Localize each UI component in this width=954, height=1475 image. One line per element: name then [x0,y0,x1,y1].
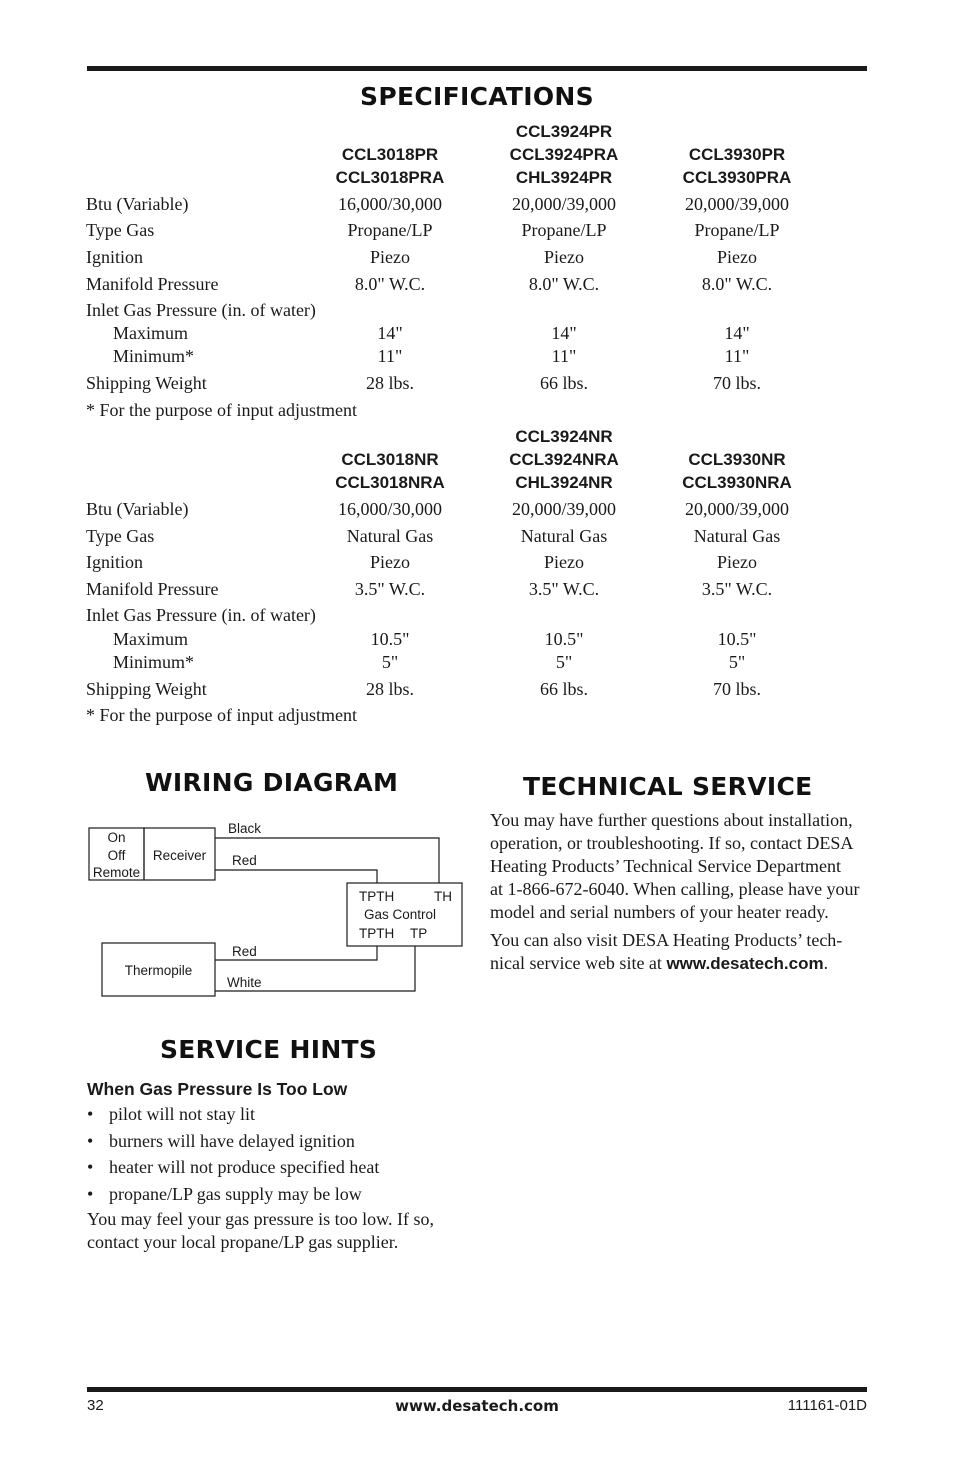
technical-service-text [490,809,870,980]
text-line: contact your local propane/LP gas supplier. [87,1232,399,1252]
spec-value: 70 lbs. [712,373,761,393]
thermopile-label: Thermopile [124,963,193,978]
spec-value: 14" [551,323,577,343]
wiring-diagram-title: WIRING DIAGRAM [145,768,399,797]
list-item [87,1128,477,1155]
list-item [87,1154,477,1181]
spec-value: 8.0" W.C. [354,274,426,294]
model-number: CCL3924PR [515,122,613,141]
spec-value: 10.5" [717,629,757,649]
model-number: CCL3930NRA [682,473,792,492]
spec-value: 16,000/30,000 [337,499,442,519]
spec-value: 70 lbs. [712,679,761,699]
spec-value: Natural Gas [693,526,781,546]
row-label: Minimum* [113,346,195,366]
spec-value: 10.5" [544,629,584,649]
list-item [87,1101,477,1128]
spec-value: 5" [728,652,746,672]
model-number: CHL3924NR [515,473,613,492]
row-label: Inlet Gas Pressure (in. of water) [86,605,316,625]
spec-value: 8.0" W.C. [701,274,773,294]
specifications-title: SPECIFICATIONS [360,82,594,111]
row-label: Ignition [86,552,143,572]
bullet: • [87,1157,94,1177]
model-number: CCL3930NR [688,450,786,469]
spec-value: Piezo [544,552,584,572]
text-fragment: nical service web site at [490,953,667,973]
text-line: Heating Products’ Technical Service Department [490,856,841,876]
row-label: Minimum* [113,652,195,672]
spec-value: 66 lbs. [539,679,588,699]
red-wire-receiver [215,870,377,883]
text-line [490,952,870,975]
row-label: Maximum [113,323,188,343]
spec-value: 14" [724,323,750,343]
page-number: 32 [87,1397,104,1414]
row-label: Inlet Gas Pressure (in. of water) [86,300,316,320]
spec-value: Propane/LP [694,220,780,240]
white-wire-label: White [227,975,262,990]
spec-value: 5" [555,652,573,672]
spec-value: Natural Gas [346,526,434,546]
row-label: Btu (Variable) [86,194,189,214]
spec-value: Piezo [717,552,757,572]
bullet: • [87,1183,94,1204]
spec-value: Piezo [370,552,410,572]
desatech-website-link[interactable]: www.desatech.com [666,954,824,973]
tp-terminal-label: TP [410,926,428,941]
black-wire-label: Black [228,821,262,836]
row-label: Btu (Variable) [86,499,189,519]
spec-value: 20,000/39,000 [511,194,616,214]
red-wire-label: Red [232,853,257,868]
spec-value: Piezo [717,247,757,267]
spec-value: 28 lbs. [365,679,414,699]
model-number: CCL3924NR [515,427,613,446]
spec-value: Propane/LP [521,220,607,240]
row-label: Maximum [113,629,188,649]
footnote-text: * For the purpose of input adjustment [86,400,357,420]
document-number: 111161-01D [787,1397,867,1414]
gas-control-label: Gas Control [364,907,437,922]
spec-value: Propane/LP [347,220,433,240]
th-terminal-label: TH [434,889,452,904]
spec-value: 20,000/39,000 [684,499,789,519]
row-label: Type Gas [86,220,155,240]
text-line: model and serial numbers of your heater ready. [490,902,829,922]
service-hints-closing [87,1208,477,1254]
model-number: CCL3924PRA [509,145,619,164]
bullet: • [87,1130,94,1151]
website-paragraph [490,929,870,975]
list-item-text: pilot will not stay lit [109,1104,256,1124]
spec-value: 14" [377,323,403,343]
row-label: Shipping Weight [86,373,207,393]
row-label: Shipping Weight [86,679,207,699]
receiver-label: Receiver [152,848,207,863]
spec-value: 11" [551,346,577,366]
technical-service-paragraph [490,809,870,924]
model-number: CCL3018NRA [335,473,445,492]
footnote-text: * For the purpose of input adjustment [86,705,357,725]
list-item [87,1181,477,1208]
spec-value: 11" [377,346,403,366]
row-label: Manifold Pressure [86,579,219,599]
tpth-terminal-label: TPTH [359,889,395,904]
model-number: CCL3930PRA [682,168,792,187]
bottom-rule [87,1387,867,1392]
model-number: CHL3924PR [515,168,613,187]
row-label: Type Gas [86,526,155,546]
text-fragment: . [823,953,829,973]
model-number: CCL3924NRA [509,450,619,469]
text-line: You can also visit DESA Heating Products’ tech- [490,930,843,950]
model-number: CCL3018PRA [335,168,445,187]
text-line: You may have further questions about installation, [490,810,853,830]
spec-value: 20,000/39,000 [511,499,616,519]
spec-value: 3.5" W.C. [354,579,426,599]
spec-value: 20,000/39,000 [684,194,789,214]
model-number: CCL3018NR [341,450,439,469]
model-number: CCL3018PR [341,145,439,164]
list-item-text: burners will have delayed ignition [109,1130,355,1151]
spec-value: Piezo [370,247,410,267]
row-label: Manifold Pressure [86,274,219,294]
switch-on-label: On [107,830,126,845]
switch-remote-label: Remote [92,865,141,880]
text-line: operation, or troubleshooting. If so, contact DESA [490,833,854,853]
spec-value: 11" [724,346,750,366]
spec-value: 3.5" W.C. [528,579,600,599]
spec-value: Piezo [544,247,584,267]
text-line: at 1-866-672-6040. When calling, please have your [490,879,860,899]
service-hints-title: SERVICE HINTS [160,1035,378,1064]
spec-value: 5" [381,652,399,672]
spec-value: 8.0" W.C. [528,274,600,294]
spec-value: 10.5" [370,629,410,649]
list-item-text: propane/LP gas supply may be low [109,1183,362,1204]
service-hints-list [87,1101,477,1254]
technical-service-title: TECHNICAL SERVICE [523,772,813,801]
text-line: You may feel your gas pressure is too low. If so, [87,1209,434,1229]
row-label: Ignition [86,247,143,267]
bullet: • [87,1104,94,1124]
footer-website: www.desatech.com [395,1397,559,1415]
list-item-text: heater will not produce specified heat [109,1157,380,1177]
spec-value: 16,000/30,000 [337,194,442,214]
service-hints-subtitle: When Gas Pressure Is Too Low [87,1079,348,1099]
spec-value: 66 lbs. [539,373,588,393]
tpth-terminal-label: TPTH [359,926,395,941]
spec-value: 28 lbs. [365,373,414,393]
switch-off-label: Off [107,848,126,863]
model-number: CCL3930PR [688,145,786,164]
red-wire-label: Red [232,944,257,959]
spec-value: Natural Gas [520,526,608,546]
spec-value: 3.5" W.C. [701,579,773,599]
